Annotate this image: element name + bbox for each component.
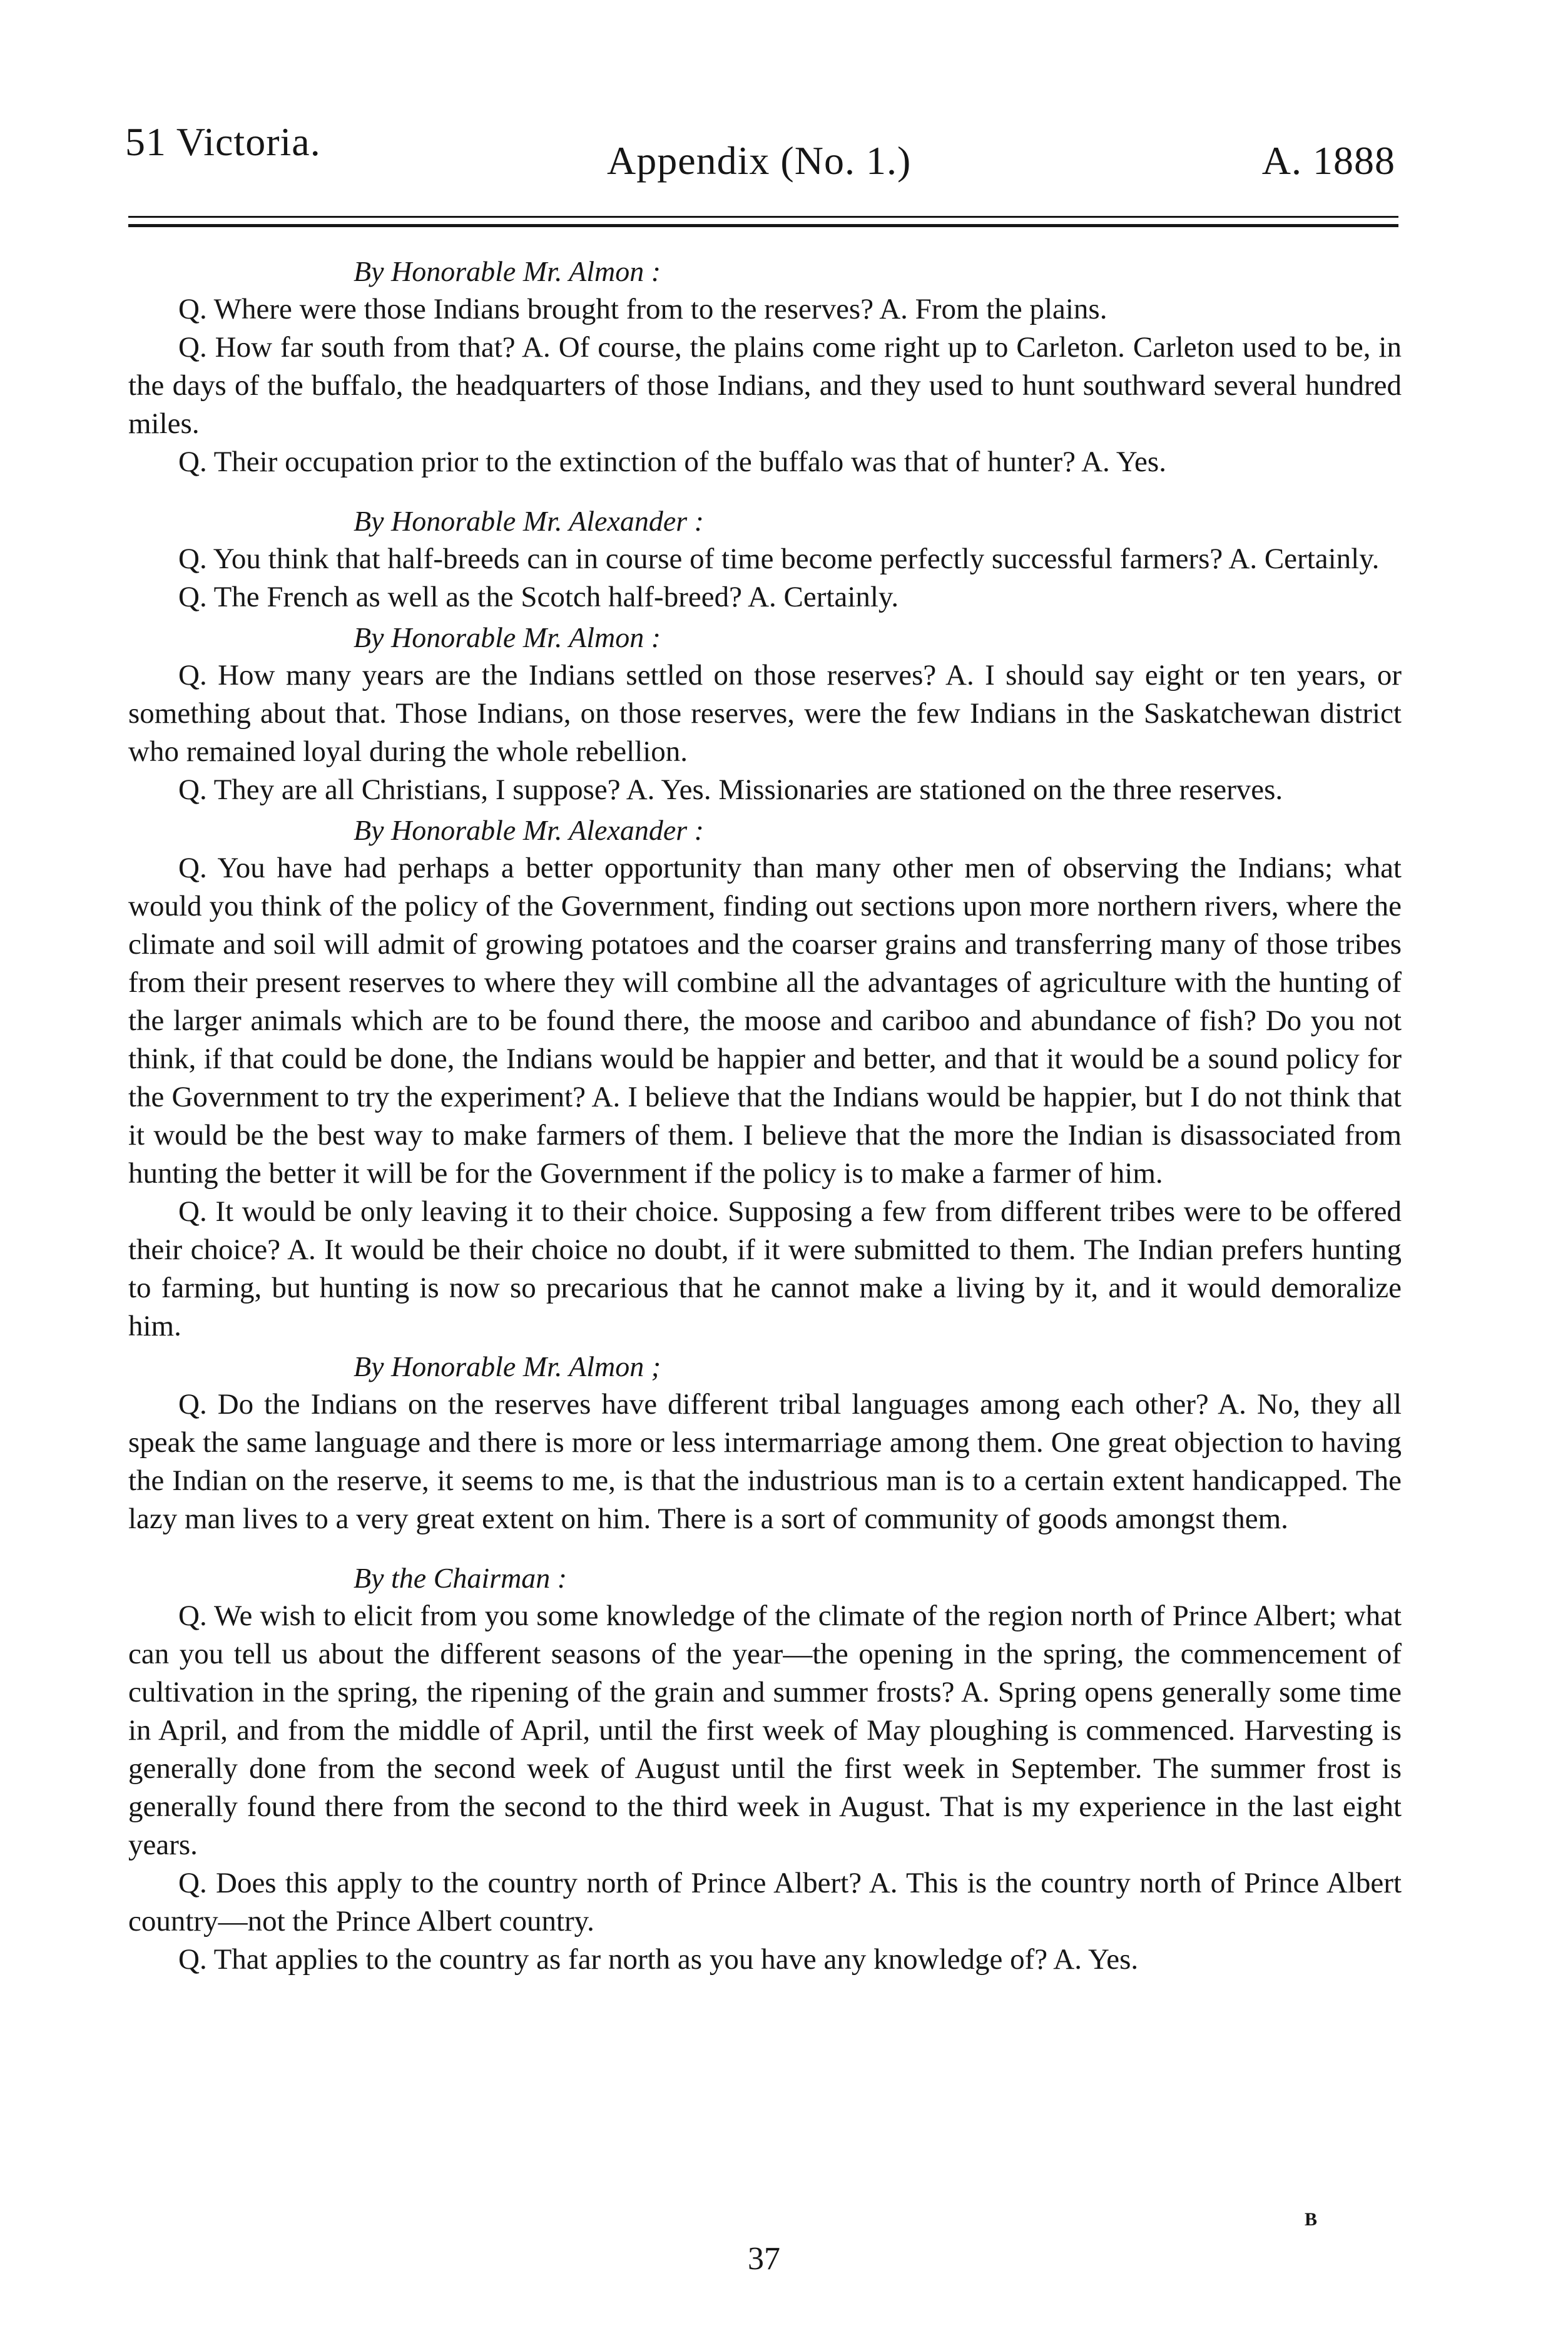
testimony-paragraph: Q. We wish to elicit from you some knowledge of the climate of the region north of Prince Albert; what can you tell us about the different seasons of the year—the opening in the spring, the commencement of cultivation in the spring, the ripening of the grain and summer frosts? A. Spring opens generally some time in April, and from the middle of April, until the first week of May ploughing is commenced. Harvesting is generally done from the second week of August until the first week in September. The summer frost is generally found there from the second to the third week in August. That is my experience in the last eight years. [128, 1600, 1402, 1861]
testimony-paragraph: Q. You think that half-breeds can in course of time become perfectly successful farmers? A. Certainly. [178, 543, 1380, 575]
testimony-paragraph: Q. It would be only leaving it to their choice. Supposing a few from different tribes were to be offered their choice? A. It would be their choice no doubt, if it were submitted to them. The Indian prefers hunting to farming, but hunting is now so precarious that he cannot make a living by it, and it would demoralize him. [128, 1195, 1402, 1342]
speaker-heading: By Honorable Mr. Alexander : [354, 814, 704, 846]
header-rule-thick [128, 224, 1398, 227]
header-session: 51 Victoria. [125, 120, 321, 164]
section-gap [128, 481, 1402, 500]
header-rule-thin [128, 216, 1398, 218]
testimony-paragraph: Q. The French as well as the Scotch half-breed? A. Certainly. [178, 581, 899, 613]
testimony-paragraph: Q. Their occupation prior to the extinction of the buffalo was that of hunter? A. Yes. [178, 446, 1166, 478]
testimony-paragraph: Q. They are all Christians, I suppose? A. Yes. Missionaries are stationed on the three reserves. [178, 773, 1283, 806]
speaker-heading: By Honorable Mr. Alexander : [354, 505, 704, 537]
testimony-paragraph: Q. How many years are the Indians settled on those reserves? A. I should say eight or ten years, or something about that. Those Indians, on those reserves, were the few Indians in the Saskatchewan district who remained loyal during the whole rebellion. [128, 659, 1402, 768]
section-gap [128, 1538, 1402, 1557]
testimony-paragraph: Q. You have had perhaps a better opportunity than many other men of observing the Indians; what would you think of the policy of the Government, finding out sections upon more northern rivers, where the climate and soil will admit of growing potatoes and the coarser grains and transferring many of those tribes from their present reserves to where they will combine all the advantages of agriculture with the hunting of the larger animals which are to be found there, the moose and cariboo and abundance of fish? Do you not think, if that could be done, the Indians would be happier and better, and that it would be a sound policy for the Government to try the experiment? A. I believe that the Indians would be happier, but I do not think that it would be the best way to make farmers of them. I believe that the more the Indian is disassociated from hunting the better it will be for the Government if the policy is to make a farmer of him. [128, 852, 1402, 1190]
page-number: 37 [748, 2241, 780, 2277]
speaker-heading: By the Chairman : [354, 1562, 568, 1594]
testimony-paragraph: Q. Does this apply to the country north of Prince Albert? A. This is the country north of Prince Albert country—not the Prince Albert country. [128, 1867, 1402, 1937]
header-document-number: A. 1888 [1261, 138, 1395, 183]
speaker-heading: By Honorable Mr. Almon : [354, 621, 661, 653]
header-appendix: Appendix (No. 1.) [607, 138, 912, 183]
testimony-paragraph: Q. Where were those Indians brought from to the reserves? A. From the plains. [178, 293, 1107, 325]
testimony-paragraph: Q. Do the Indians on the reserves have different tribal languages among each other? A. No, they all speak the same language and there is more or less intermarriage among them. One great objection to having the Indian on the reserve, it seems to me, is that the industrious man is to a certain extent handicapped. The lazy man lives to a very great extent on him. There is a sort of community of goods amongst them. [128, 1388, 1402, 1535]
speaker-heading: By Honorable Mr. Almon ; [354, 1350, 661, 1382]
page-header [125, 119, 1395, 194]
signature-mark: B [1305, 2209, 1318, 2230]
document-body [128, 250, 1402, 1979]
testimony-paragraph: Q. That applies to the country as far north as you have any knowledge of? A. Yes. [178, 1943, 1139, 1976]
speaker-heading: By Honorable Mr. Almon : [354, 255, 661, 287]
testimony-paragraph: Q. How far south from that? A. Of course, the plains come right up to Carleton. Carleton used to be, in the days of the buffalo, the headquarters of those Indians, and they used to hunt southward several hundred miles. [128, 331, 1402, 440]
